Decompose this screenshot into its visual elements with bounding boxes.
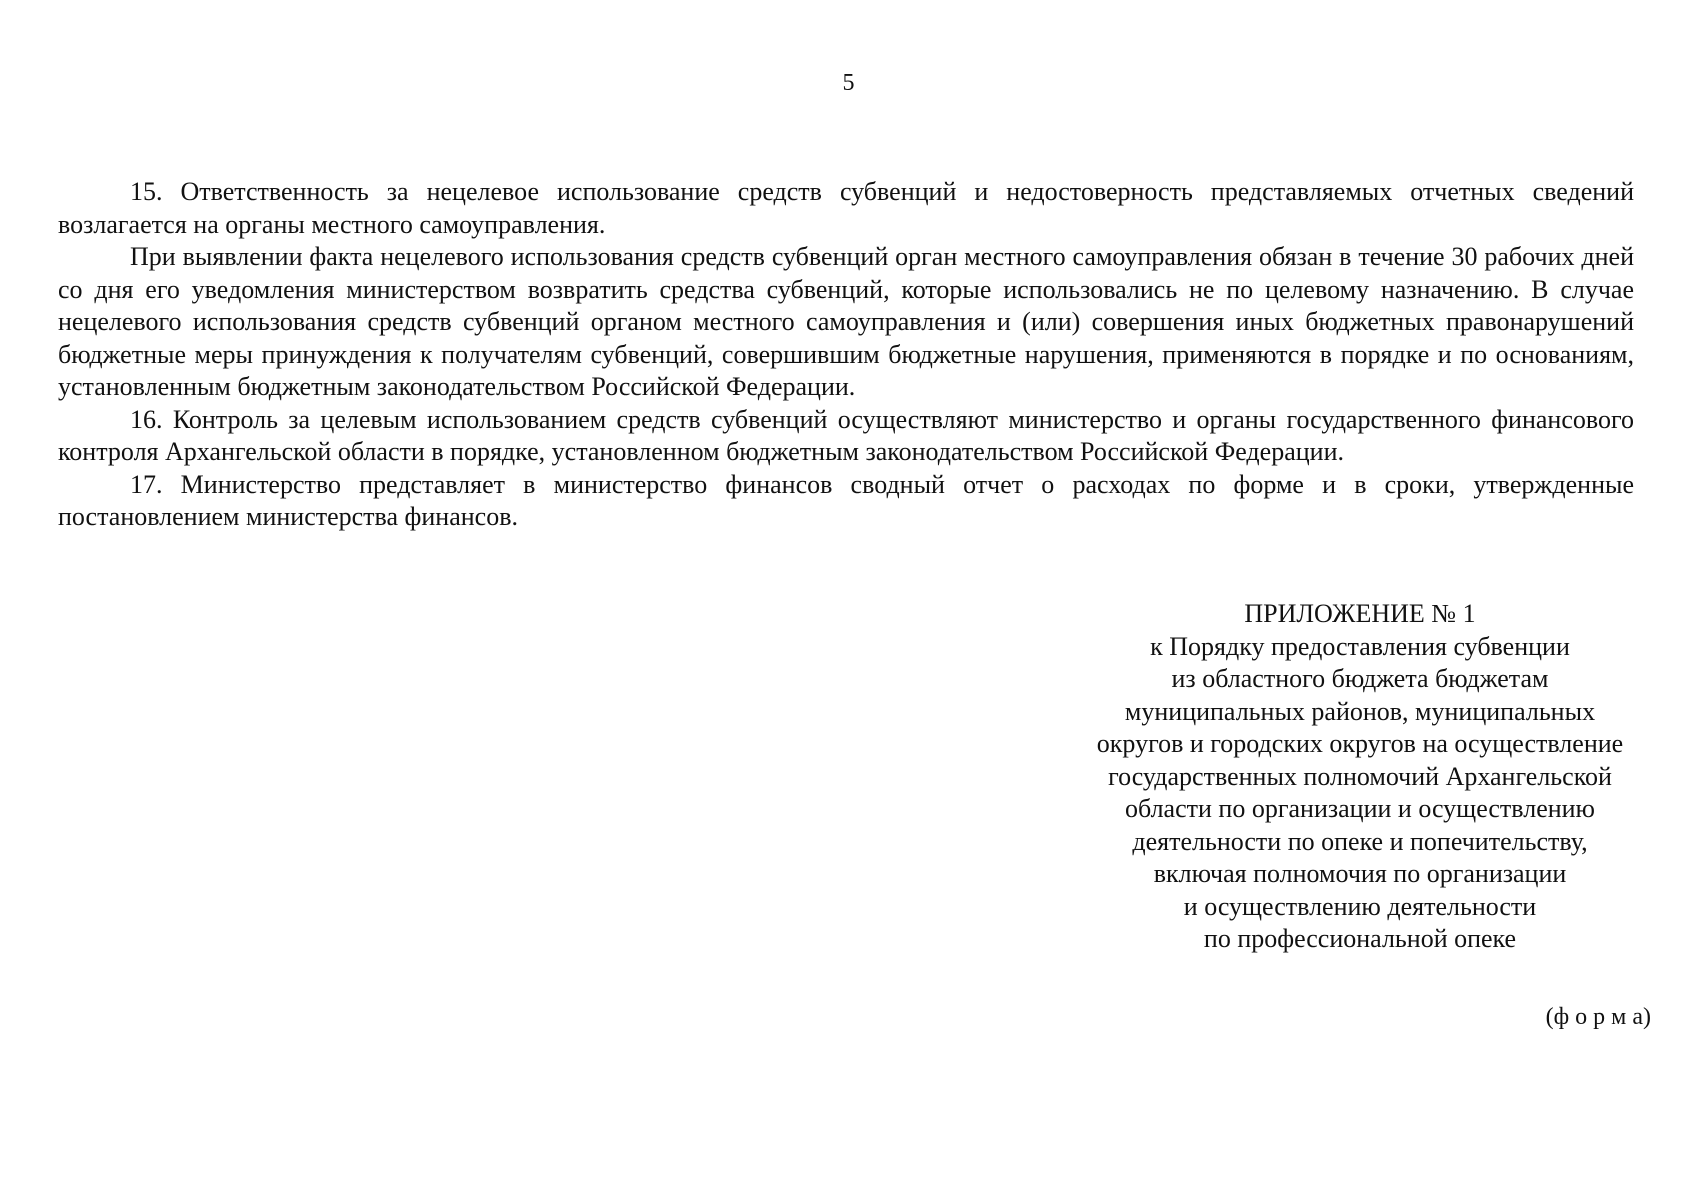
appendix-line: деятельности по опеке и попечительству, — [1132, 826, 1588, 856]
appendix-line: из областного бюджета бюджетам — [1171, 664, 1549, 693]
paragraph-misuse: При выявлении факта нецелевого использования средств субвенций орган местного самоуправления обязан в течение 30 рабочих дней со дня его уведомления министерством возвратить средства субвенций, которые использовались не по целевому назначению. В случае нецелевого использования средств субвенций органом местного самоуправления и (или) совершения иных бюджетных правонарушений бюджетные меры принуждения к получателям субвенций, совершившим бюджетные нарушения, применяются в порядке и по основаниям, установленным бюджетным законодательством Российской Федерации. — [58, 242, 1634, 401]
appendix-title: ПРИЛОЖЕНИЕ № 1 — [1244, 599, 1476, 628]
appendix-line: включая полномочия по организации — [1153, 859, 1567, 888]
appendix-line: к Порядку предоставления субвенции — [1150, 631, 1570, 661]
page-number: 5 — [842, 70, 855, 96]
document-body — [58, 176, 1634, 534]
paragraph-15: 15. Ответственность за нецелевое использование средств субвенций и недостоверность представляемых отчетных сведений возлагается на органы местного самоуправления. — [58, 177, 1634, 239]
appendix-line: государственных полномочий Архангельской — [1108, 761, 1612, 791]
appendix-line: округов и городских округов на осуществление — [1096, 729, 1624, 758]
paragraph-16: 16. Контроль за целевым использованием средств субвенций осуществляют министерство и органы государственного финансового контроля Архангельской области в порядке, установленном бюджетным законодательством Российской Федерации. — [58, 404, 1634, 466]
form-label: (ф о р м а) — [1545, 1004, 1651, 1030]
appendix-line: и осуществлению деятельности — [1183, 891, 1537, 921]
appendix-line: области по организации и осуществлению — [1125, 794, 1595, 823]
appendix-header — [1060, 598, 1660, 956]
appendix-line: по профессиональной опеке — [1203, 924, 1517, 953]
paragraph-17: 17. Министерство представляет в министерство финансов сводный отчет о расходах по форме и в сроки, утвержденные постановлением министерства финансов. — [58, 469, 1634, 531]
appendix-line: муниципальных районов, муниципальных — [1124, 696, 1596, 726]
